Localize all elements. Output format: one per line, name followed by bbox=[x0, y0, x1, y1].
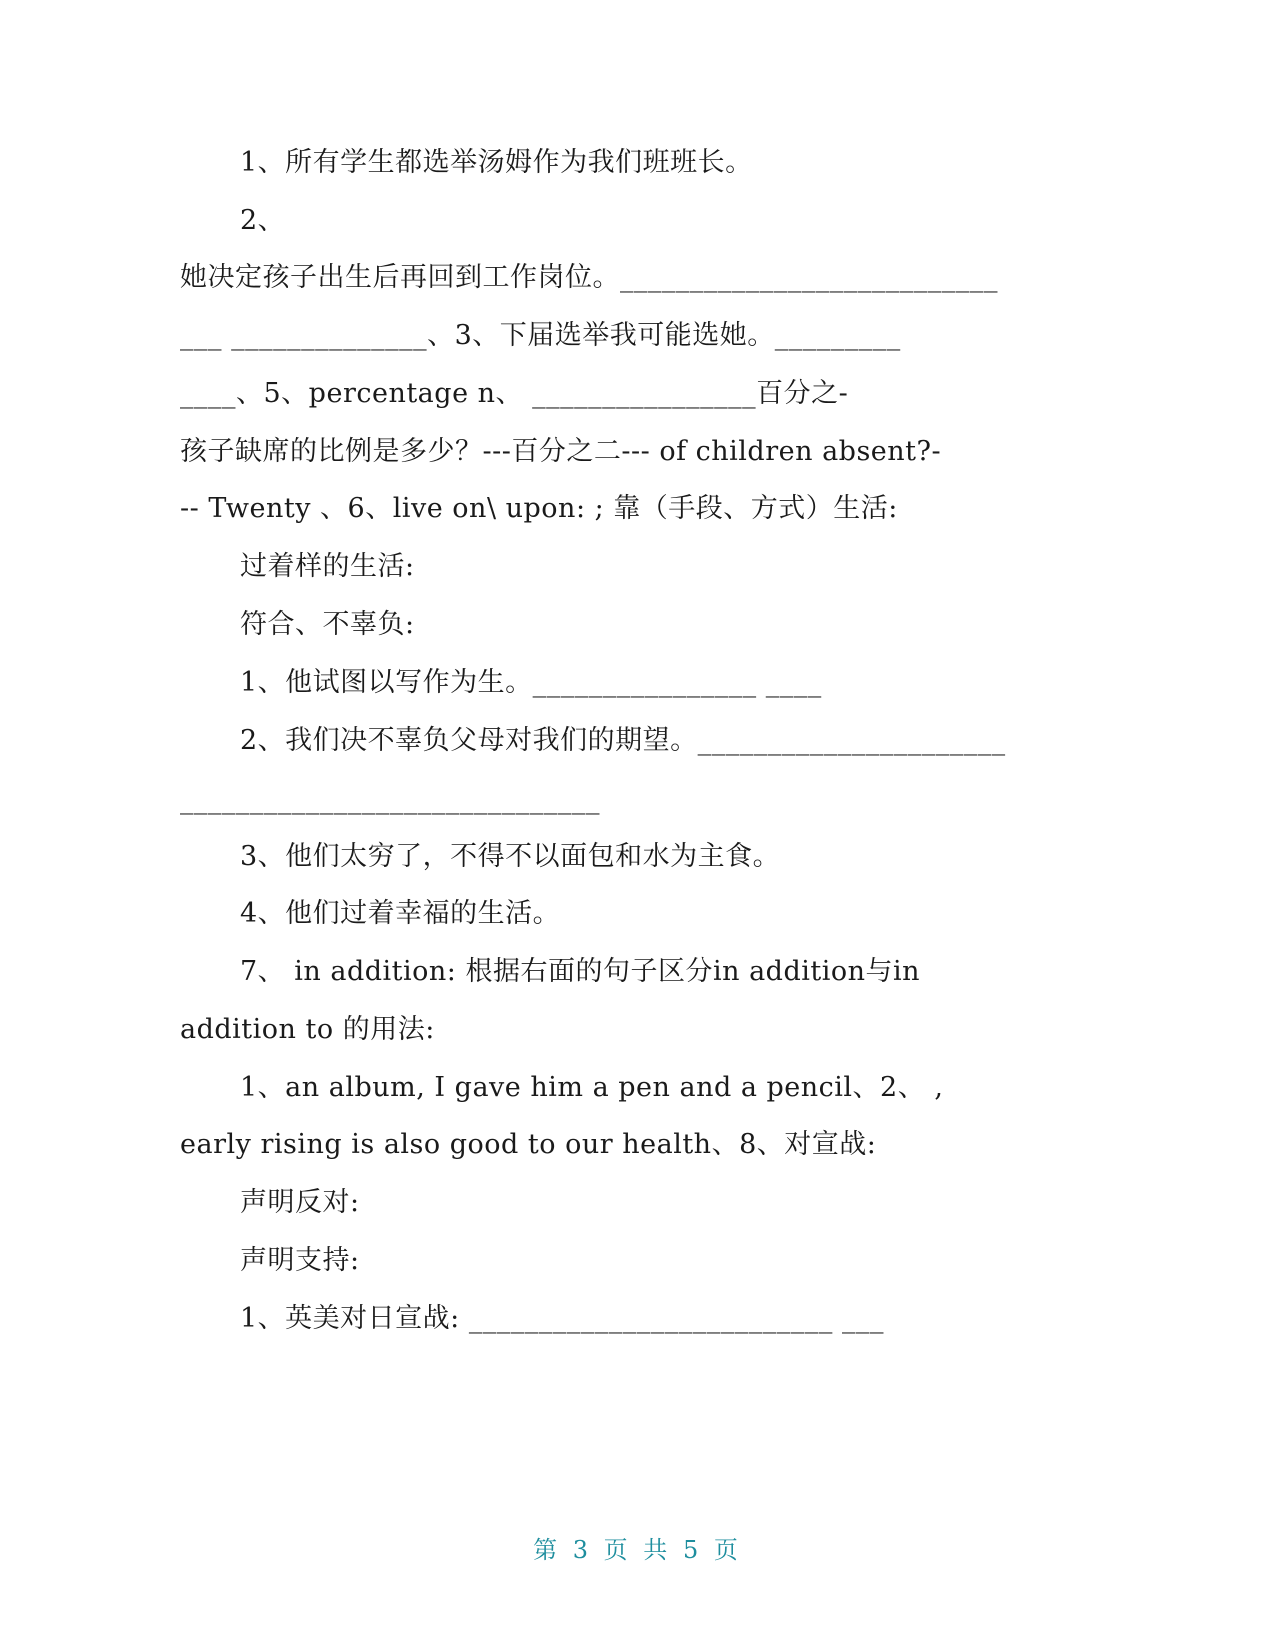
text-line: -- Twenty 、6、live on\ upon: ; 靠（手段、方式）生活: bbox=[180, 493, 898, 524]
text-line: 1、他试图以写作为生。________________ ____ bbox=[240, 667, 822, 698]
page-number-footer: 第 3 页 共 5 页 bbox=[533, 1536, 742, 1564]
text-line: early rising is also good to our health、8、对宣战: bbox=[180, 1129, 877, 1160]
text-line: 2、 bbox=[240, 205, 286, 236]
text-line: 她决定孩子出生后再回到工作岗位。___________________________ bbox=[180, 262, 998, 293]
text-line: 过着样的生活: bbox=[240, 551, 415, 582]
text-line: 4、他们过着幸福的生活。 bbox=[240, 898, 561, 929]
text-line: ____、5、percentage n、 ________________百分之- bbox=[180, 378, 849, 409]
text-line: 1、所有学生都选举汤姆作为我们班班长。 bbox=[240, 147, 753, 178]
text-line: 7、 in addition: 根据右面的句子区分in addition与in bbox=[240, 956, 921, 987]
text-line: ___ ______________、3、下届选举我可能选她。_________ bbox=[180, 320, 901, 351]
text-line: ______________________________ bbox=[180, 784, 600, 815]
text-line: 声明反对: bbox=[240, 1187, 360, 1218]
text-line: 3、他们太穷了，不得不以面包和水为主食。 bbox=[240, 841, 781, 872]
text-line: 1、an album, I gave him a pen and a pencil、2、 , bbox=[240, 1072, 944, 1103]
text-line: 声明支持: bbox=[240, 1245, 360, 1276]
text-line: 孩子缺席的比例是多少？---百分之二--- of children absent?- bbox=[180, 436, 942, 467]
text-line: 2、我们决不辜负父母对我们的期望。______________________ bbox=[240, 725, 1006, 756]
text-line: 1、英美对日宣战: __________________________ ___ bbox=[240, 1303, 884, 1334]
text-line: 符合、不辜负: bbox=[240, 609, 415, 640]
text-line: addition to 的用法: bbox=[180, 1014, 435, 1045]
